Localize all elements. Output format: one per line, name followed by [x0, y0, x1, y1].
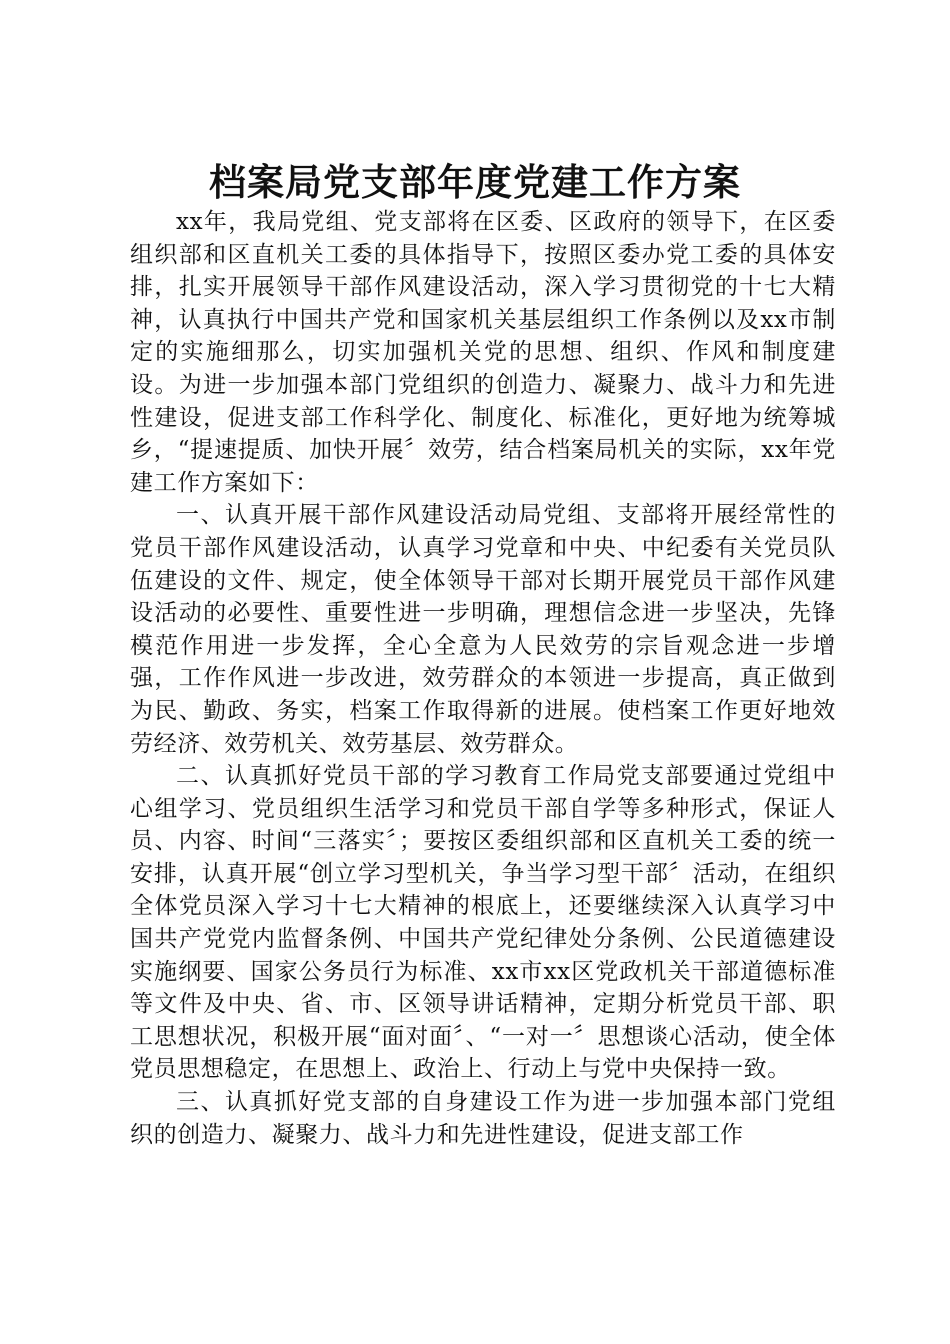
paragraph-section-2: 二、认真抓好党员干部的学习教育工作局党支部要通过党组中心组学习、党员组织生活学习和党员干部自学等多种形式，保证人员、内容、时间“三落实〞；要按区委组织部和区直机关工委的统一安排，认真开展“创立学习型机关，争当学习型干部〞活动，在组织全体党员深入学习十七大精神的根底上，还要继续深入认真学习中国共产党党内监督条例、中国共产党纪律处分条例、公民道德建设实施纲要、国家公务员行为标准、xx市xx区党政机关干部道德标准等文件及中央、省、市、区领导讲话精神，定期分析党员干部、职工思想状况，积极开展“面对面〞、“一对一〞思想谈心活动，使全体党员思想稳定，在思想上、政治上、行动上与党中央保持一致。 [130, 763, 836, 1083]
document-title: 档案局党支部年度党建工作方案 [209, 160, 741, 204]
paragraph-intro: xx年，我局党组、党支部将在区委、区政府的领导下，在区委组织部和区直机关工委的具体指导下，按照区委办党工委的具体安排，扎实开展领导干部作风建设活动，深入学习贯彻党的十七大精神，认真执行中国共产党和国家机关基层组织工作条例以及xx市制定的实施细那么，切实加强机关党的思想、组织、作风和制度建设。为进一步加强本部门党组织的创造力、凝聚力、战斗力和先进性建设，促进支部工作科学化、制度化、标准化，更好地为统筹城乡，“提速提质、加快开展〞效劳，结合档案局机关的实际，xx年党建工作方案如下： [130, 209, 836, 496]
document-body [130, 206, 836, 1151]
paragraph-section-3: 三、认真抓好党支部的自身建设工作为进一步加强本部门党组织的创造力、凝聚力、战斗力和先进性建设，促进支部工作 [130, 1089, 836, 1148]
paragraph-section-1: 一、认真开展干部作风建设活动局党组、支部将开展经常性的党员干部作风建设活动，认真学习党章和中央、中纪委有关党员队伍建设的文件、规定，使全体领导干部对长期开展党员干部作风建设活动的必要性、重要性进一步明确，理想信念进一步坚决，先锋模范作用进一步发挥，全心全意为人民效劳的宗旨观念进一步增强，工作作风进一步改进，效劳群众的本领进一步提高，真正做到为民、勤政、务实，档案工作取得新的进展。使档案工作更好地效劳经济、效劳机关、效劳基层、效劳群众。 [130, 502, 836, 757]
